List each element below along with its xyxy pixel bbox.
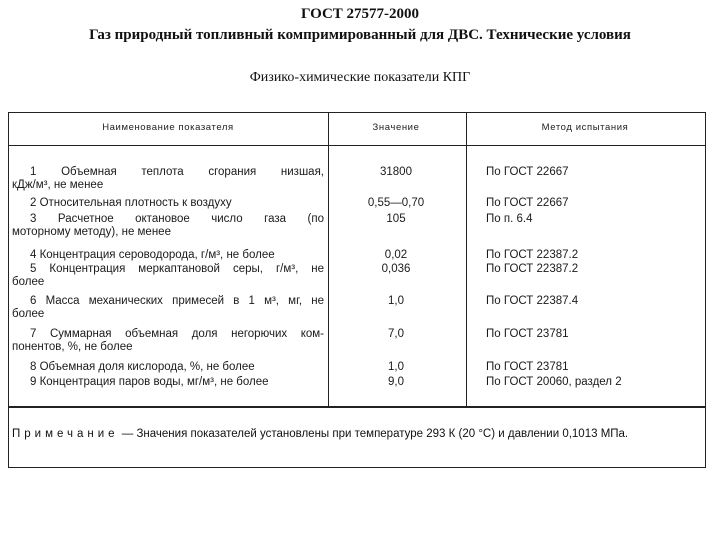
table-row-name: 8 Объемная доля кислорода, %, не более <box>30 361 255 373</box>
table-row-name: 4 Концентрация сероводорода, г/м³, не более <box>30 249 275 261</box>
document-title: ГОСТ 27577-2000 <box>300 6 420 22</box>
table-row-method: По ГОСТ 22387.2 <box>486 263 579 275</box>
column-header-method: Метод испытания <box>541 122 629 133</box>
table-row-value: 1,0 <box>388 295 404 307</box>
header-divider <box>8 145 706 146</box>
note-divider <box>8 406 706 408</box>
table-row-method: По п. 6.4 <box>486 213 533 225</box>
table-row-name: 2 Относительная плотность к воздуху <box>30 197 232 209</box>
table-row-value: 0,036 <box>381 263 411 275</box>
table-caption: Физико-химические показатели КПГ <box>249 70 471 85</box>
table-row-method: По ГОСТ 22667 <box>486 166 569 178</box>
table-row-name: 7 Суммарная объемная доля негорючих ком- понентов, %, не более <box>12 328 324 353</box>
table-row-method: По ГОСТ 20060, раздел 2 <box>486 376 622 388</box>
note-label: Примечание <box>12 428 119 440</box>
table-row-name: 6 Масса механических примесей в 1 м³, мг, не более <box>12 295 324 320</box>
document-subtitle: Газ природный топливный компримированный для ДВС. Технические условия <box>89 27 631 43</box>
table-row-name: 5 Концентрация меркаптановой серы, г/м³, не более <box>12 263 324 288</box>
table-row-value: 0,55—0,70 <box>367 197 425 209</box>
table-row-value: 1,0 <box>388 361 404 373</box>
table-row-method: По ГОСТ 22387.4 <box>486 295 579 307</box>
note-text: — Значения показателей установлены при температуре 293 К (20 °С) и давлении 0,1013 МПа. <box>121 428 629 440</box>
table-row-method: По ГОСТ 22667 <box>486 197 569 209</box>
table-row-value: 9,0 <box>388 376 404 388</box>
table-row-value: 7,0 <box>388 328 404 340</box>
table-row-name: 1 Объемная теплота сгорания низшая, кДж/м³, не менее <box>12 166 324 191</box>
table-row-value: 0,02 <box>384 249 408 261</box>
table-row-value: 105 <box>386 213 406 225</box>
table-row-name: 9 Концентрация паров воды, мг/м³, не более <box>30 376 269 388</box>
column-divider-1 <box>328 112 329 406</box>
column-header-name: Наименование показателя <box>102 122 234 133</box>
column-divider-2 <box>466 112 467 406</box>
table-row-value: 31800 <box>380 166 412 178</box>
table-row-method: По ГОСТ 23781 <box>486 361 569 373</box>
table-row-method: По ГОСТ 23781 <box>486 328 569 340</box>
table-row-name: 3 Расчетное октановое число газа (по моторному методу), не менее <box>12 213 324 238</box>
table-note <box>12 427 702 441</box>
column-header-value: Значение <box>372 122 420 133</box>
table-row-method: По ГОСТ 22387.2 <box>486 249 579 261</box>
